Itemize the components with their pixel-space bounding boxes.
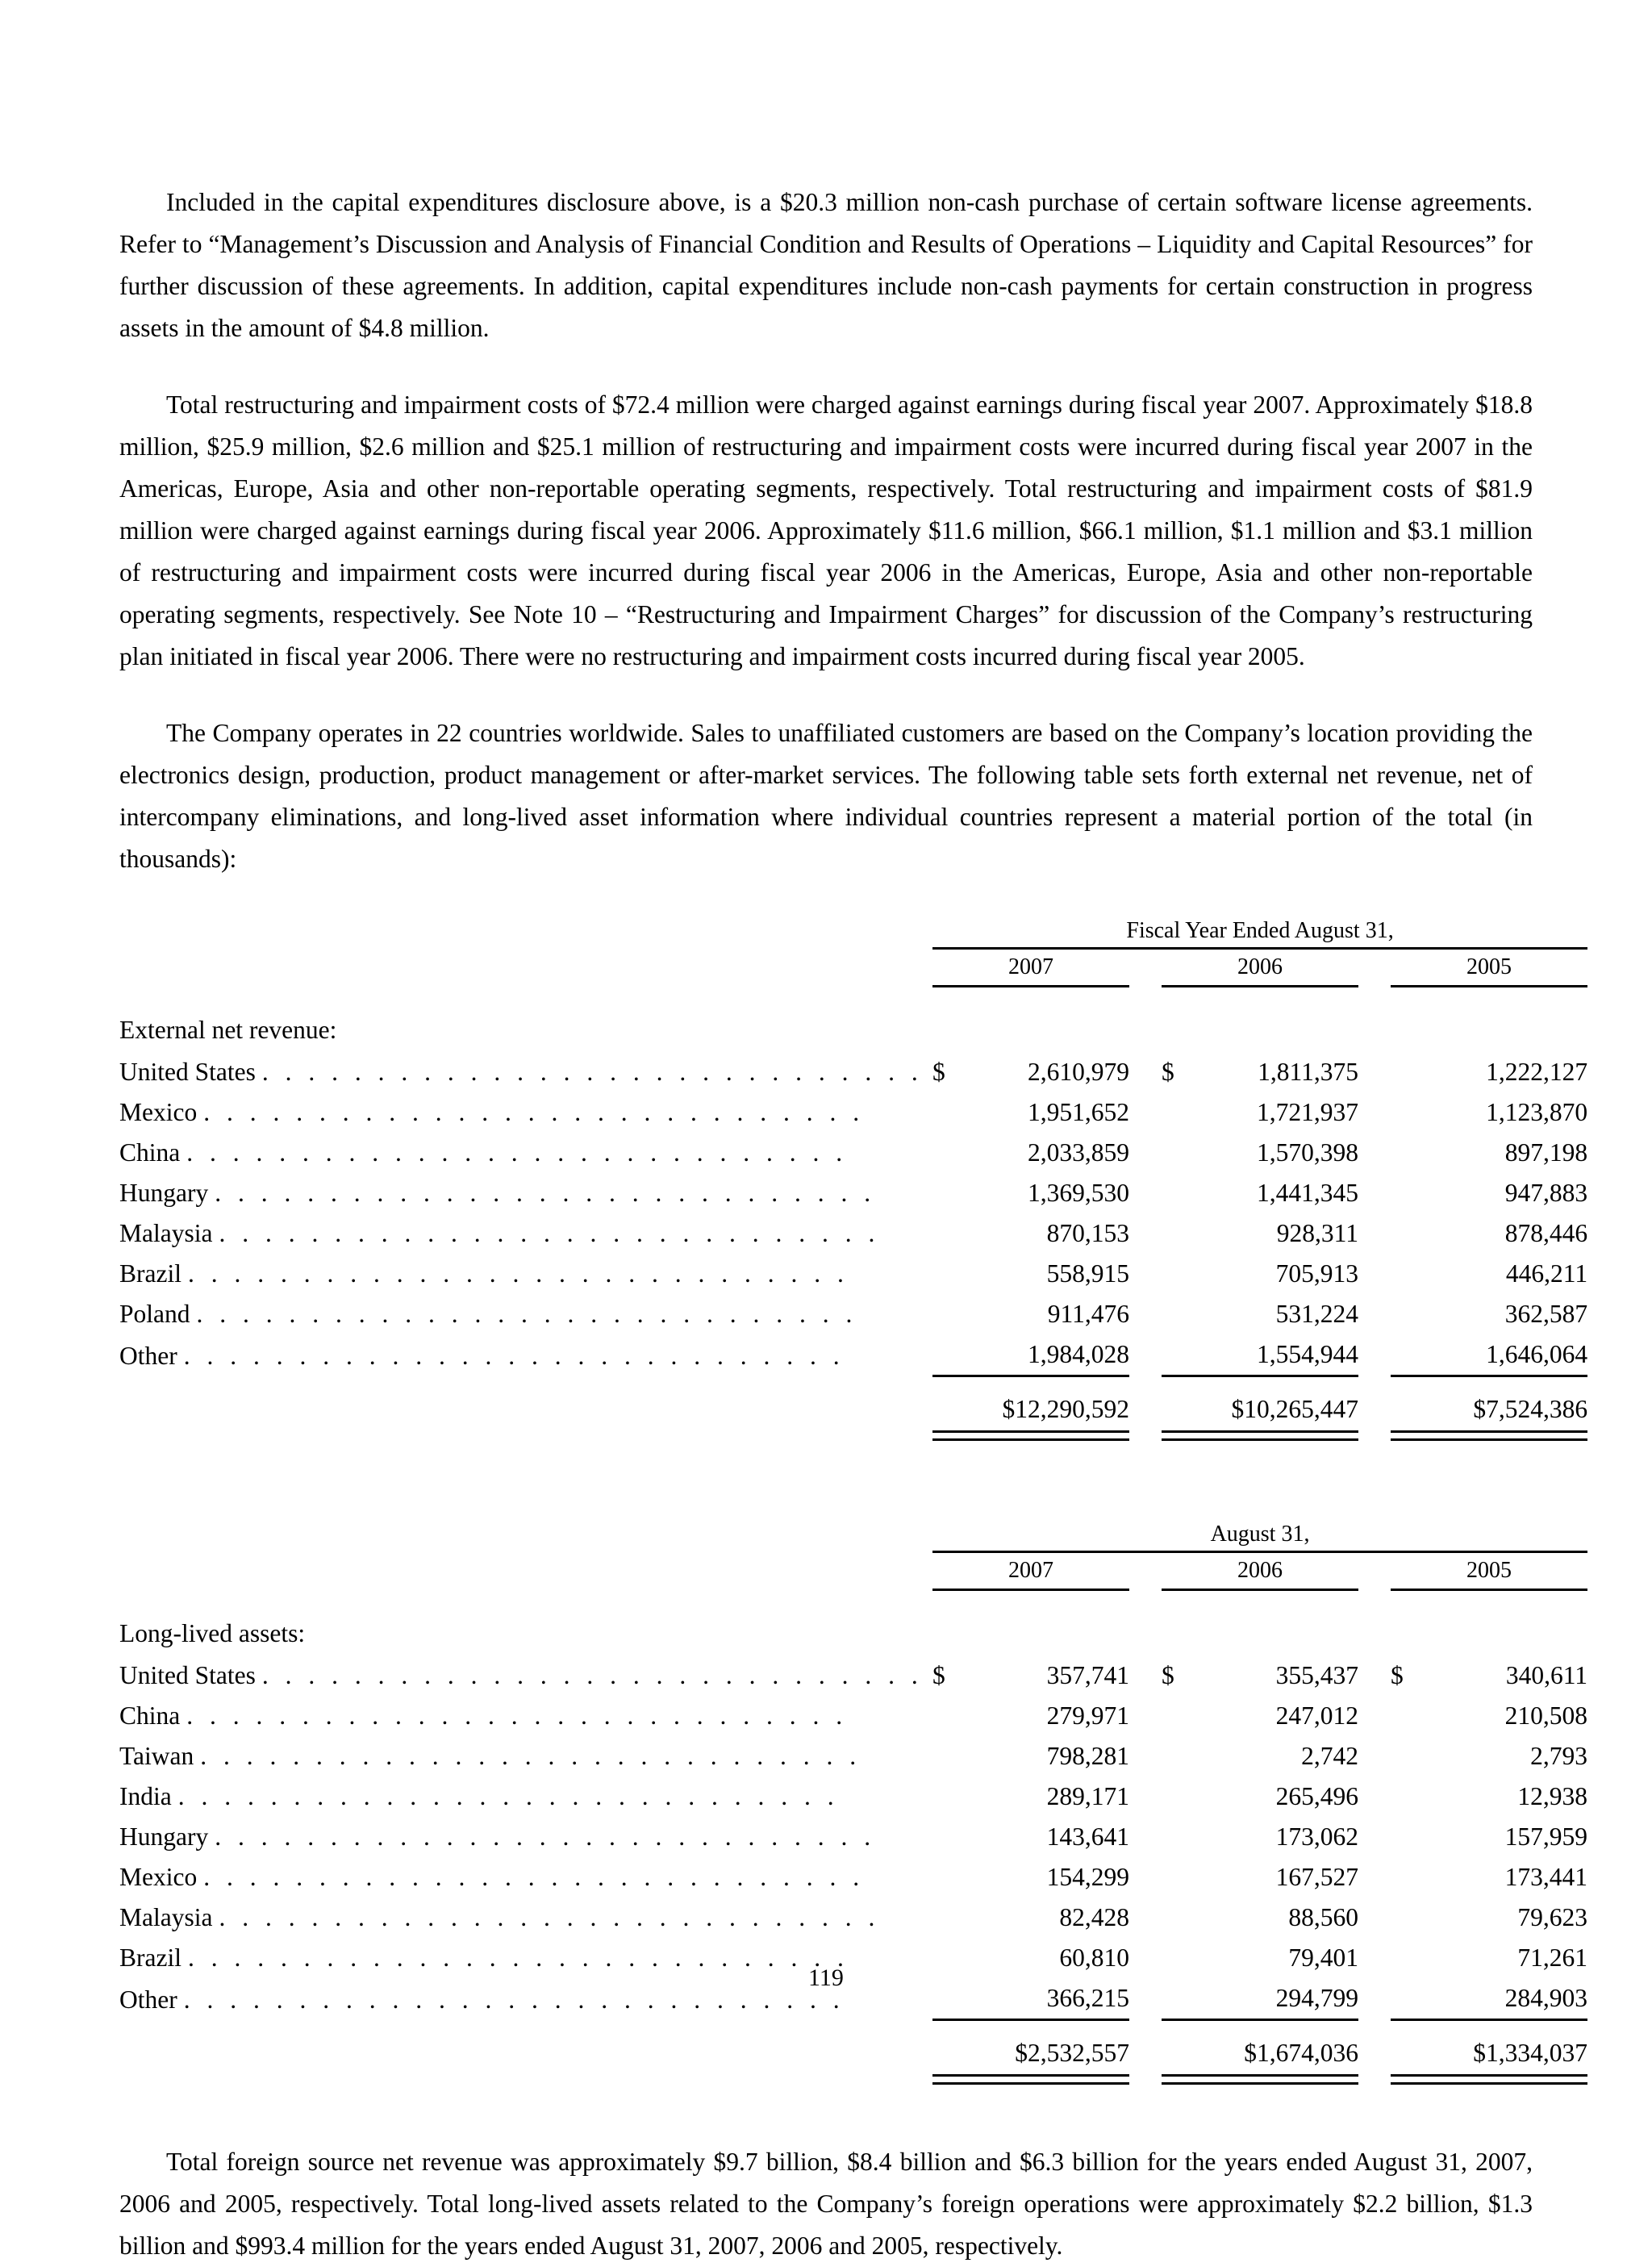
spacer-cell (916, 1133, 932, 1173)
spacer-cell (1358, 2076, 1391, 2084)
section-header-row (119, 1612, 1587, 1655)
row-label-text: United States (119, 1661, 256, 1689)
spacer-cell (1129, 1898, 1162, 1938)
value-2006: 265,496 (1275, 1782, 1358, 1810)
spacer-cell (1129, 1655, 1162, 1696)
currency-symbol-2007 (932, 1817, 966, 1857)
currency-symbol-2007 (932, 1857, 966, 1898)
currency-symbol-2006 (1162, 1294, 1195, 1334)
row-label-cell (119, 1334, 916, 1376)
currency-symbol-2007 (932, 1898, 966, 1938)
spacer-cell (1129, 1254, 1162, 1294)
row-label-cell (119, 1052, 924, 1092)
spacer-cell (1129, 1817, 1162, 1857)
value-2006: 294,799 (1275, 1984, 1358, 2012)
spacer-cell (1358, 1552, 1391, 1589)
value-2006: 531,224 (1275, 1300, 1358, 1328)
spacer-cell (1358, 1213, 1391, 1254)
spacer-cell (119, 915, 916, 947)
spacer-cell (916, 2031, 932, 2076)
row-label-text: Hungary (119, 1822, 209, 1851)
value-2005-text: 1,222,127 (1486, 1058, 1588, 1086)
total-rule-top-2007 (932, 1376, 1129, 1388)
currency-symbol-2006 (1162, 1857, 1195, 1898)
dot-leader: . . . . . . . . . . . . . . . . . . . . . . . . . . . . . (219, 1903, 880, 1931)
currency-symbol-2006 (1162, 1254, 1195, 1294)
long-lived-assets-table (119, 1518, 1587, 2085)
value-2007: 1,369,530 (1028, 1179, 1129, 1207)
row-label-text: Malaysia (119, 1219, 213, 1247)
currency-symbol-2007 (932, 1254, 966, 1294)
currency-symbol-2005 (1391, 1776, 1425, 1817)
spacer-cell (916, 1776, 932, 1817)
spacer-cell (916, 915, 932, 947)
total-row (119, 1387, 1587, 1432)
currency-symbol-2005 (1391, 1334, 1425, 1376)
total-double-rule-row (119, 2076, 1587, 2084)
spacer-cell (1358, 2031, 1391, 2076)
total-value-2007: $12,290,592 (1002, 1395, 1129, 1423)
value-2007: 366,215 (1046, 1984, 1129, 2012)
row-label-text: Poland (119, 1300, 190, 1328)
total-rule-double-2005 (1391, 1432, 1587, 1440)
row-label-cell (119, 1092, 916, 1133)
spacer-cell (119, 1432, 916, 1440)
spacer-cell (1358, 1294, 1391, 1334)
spacer-cell (916, 2076, 932, 2084)
currency-symbol-2006 (1162, 1736, 1195, 1776)
value-2007: 2,610,979 (1028, 1058, 1129, 1086)
spacer-cell (1129, 1696, 1162, 1736)
currency-symbol-2007 (932, 1092, 966, 1133)
value-2005: 157,959 (1504, 1822, 1588, 1851)
header-spacer-row (119, 1590, 1587, 1613)
spacer-cell (1129, 1213, 1162, 1254)
row-label-cell (119, 1736, 916, 1776)
value-2006: 1,721,937 (1257, 1098, 1358, 1126)
total-rule-double-2006 (1162, 2076, 1358, 2084)
spacer-cell (1129, 1432, 1162, 1440)
value-2007: 2,033,859 (1028, 1138, 1129, 1167)
subtotal-rule-row (119, 2020, 1587, 2031)
total-rule-double-2005 (1391, 2076, 1587, 2084)
spacer-cell (1129, 1857, 1162, 1898)
table-row (119, 1294, 1587, 1334)
dot-leader: . . . . . . . . . . . . . . . . . . . . . . . . . . . . . (196, 1300, 857, 1328)
paragraph-segment-intro: The Company operates in 22 countries worldwide. Sales to unaffiliated customers are based on the Company’s location providing the electronics design, production, product management or after-market services. The following table sets forth external net revenue, net of intercompany eliminations, and long-lived asset information where individual countries represent a material portion of the total (in thousands): (119, 719, 1533, 873)
table-row (119, 1213, 1587, 1254)
total-value-2007: $2,532,557 (1015, 2039, 1129, 2067)
paragraph-capital-expenditures: Included in the capital expenditures disclosure above, is a $20.3 million non-cash purchase of certain software license agreements. Refer to “Management’s Discussion and Analysis of Financial Condition and Results of Operations – Liquidity and Capital Resources” for further discussion of these agreements. In addition, capital expenditures include non-cash payments for certain construction in progress assets in the amount of $4.8 million. (119, 188, 1533, 342)
row-label-text: Brazil (119, 1943, 181, 1972)
subtotal-rule-row (119, 1376, 1587, 1388)
dot-leader: . . . . . . . . . . . . . . . . . . . . . . . . . . . . . (177, 1782, 840, 1810)
table-row (119, 1133, 1587, 1173)
spacer-cell (119, 2031, 916, 2076)
year-header-2007: 2007 (1008, 1558, 1053, 1583)
row-label-cell (119, 1254, 916, 1294)
table-row (119, 1334, 1587, 1376)
currency-symbol-2007 (932, 1334, 966, 1376)
table-row (119, 1736, 1587, 1776)
table-row (119, 1857, 1587, 1898)
spacer-cell (1358, 1334, 1391, 1376)
currency-symbol-2005 (1391, 1817, 1425, 1857)
row-label-text: Brazil (119, 1259, 181, 1288)
currency-symbol-2007 (932, 1213, 966, 1254)
currency-symbol-2005 (1391, 1254, 1425, 1294)
value-2005: 71,261 (1517, 1943, 1588, 1972)
spacer-cell (1129, 1133, 1162, 1173)
row-label-text: Malaysia (119, 1903, 213, 1931)
spacer-cell (916, 1736, 932, 1776)
value-2005: 173,441 (1504, 1863, 1588, 1891)
section-title-long-lived-assets: Long-lived assets: (119, 1619, 306, 1647)
spacer-cell (119, 2020, 916, 2031)
spacer-cell (1358, 1092, 1391, 1133)
spacer-cell (916, 1432, 932, 1440)
value-2006: 705,913 (1275, 1259, 1358, 1288)
row-label-text: Hungary (119, 1179, 209, 1207)
table-row (119, 1898, 1587, 1938)
spacer-cell (916, 1294, 932, 1334)
page-content (119, 182, 1588, 2267)
currency-symbol-2007 (932, 1294, 966, 1334)
value-2006: 1,554,944 (1257, 1340, 1358, 1368)
value-2007: 154,299 (1046, 1863, 1129, 1891)
row-label-cell (119, 1655, 924, 1696)
row-label-cell (119, 1857, 916, 1898)
value-2006: 1,570,398 (1257, 1138, 1358, 1167)
spacer-cell (1129, 2076, 1162, 2084)
spacer-cell (1129, 2020, 1162, 2031)
value-2007: 143,641 (1046, 1822, 1129, 1851)
row-label-cell (119, 1294, 916, 1334)
value-2005: 12,938 (1517, 1782, 1588, 1810)
spacer-cell (916, 1213, 932, 1254)
row-label-cell (119, 1817, 916, 1857)
value-2007: 798,281 (1046, 1742, 1129, 1770)
currency-symbol-2005 (1391, 1857, 1425, 1898)
row-label-text: Mexico (119, 1863, 198, 1891)
currency-symbol-2006 (1162, 1133, 1195, 1173)
total-value-2005: $7,524,386 (1473, 1395, 1588, 1423)
currency-symbol-2007: $ (932, 1661, 945, 1689)
row-label-text: Other (119, 1341, 177, 1370)
spacer-cell (1358, 1736, 1391, 1776)
spacer-cell (916, 1387, 932, 1432)
spacer-cell (916, 1518, 932, 1551)
value-2005: 947,883 (1504, 1179, 1588, 1207)
currency-symbol-2006 (1162, 1776, 1195, 1817)
value-2007: 1,984,028 (1028, 1340, 1129, 1368)
row-label-cell (119, 1696, 916, 1736)
spacer-cell (1129, 1736, 1162, 1776)
value-2006: 167,527 (1275, 1863, 1358, 1891)
header-spacer-row (119, 987, 1587, 1009)
value-2005: 878,446 (1504, 1219, 1588, 1247)
post-table-gap (119, 2085, 1533, 2141)
paragraph-foreign-source-revenue: Total foreign source net revenue was approximately $9.7 billion, $8.4 billion and $6.3 billion for the years ended August 31, 2007, 2006 and 2005, respectively. Total long-lived assets related to the Company’s foreign operations were approximately $2.2 billion, $1.3 billion and $993.4 million for the years ended August 31, 2007, 2006 and 2005, respectively. (119, 2148, 1533, 2260)
dot-leader: . . . . . . . . . . . . . . . . . . . . . . . . . . . . . (183, 1985, 845, 2014)
spacer-cell (916, 1817, 932, 1857)
spacer-cell (1129, 1092, 1162, 1133)
spacer-cell (1129, 1376, 1162, 1388)
total-rule-top-2006 (1162, 2020, 1358, 2031)
row-label-cell (119, 1213, 916, 1254)
currency-symbol-2007 (932, 1736, 966, 1776)
value-2007: 911,476 (1047, 1300, 1129, 1328)
value-2006: 1,441,345 (1257, 1179, 1358, 1207)
table-separator-gap (119, 1441, 1533, 1518)
spacer-cell (119, 1552, 916, 1589)
dot-leader: . . . . . . . . . . . . . . . . . . . . . . . . . . . . . (186, 1701, 848, 1730)
spacer-cell (119, 2076, 916, 2084)
spacer-cell (1129, 1052, 1162, 1092)
total-row (119, 2031, 1587, 2076)
table-row (119, 1696, 1587, 1736)
currency-symbol-2005 (1391, 1294, 1425, 1334)
value-2006: 2,742 (1301, 1742, 1358, 1770)
value-2005: 284,903 (1504, 1984, 1588, 2012)
currency-symbol-2005: $ (1391, 1661, 1404, 1689)
value-2005: 897,198 (1504, 1138, 1588, 1167)
value-2005: 362,587 (1504, 1300, 1588, 1328)
spacer-cell (916, 1898, 932, 1938)
currency-symbol-2007: $ (932, 1058, 945, 1086)
spacer-cell (1358, 1696, 1391, 1736)
value-2006: 928,311 (1276, 1219, 1358, 1247)
spacer-cell (916, 1376, 932, 1388)
value-2005: 1,123,870 (1486, 1098, 1588, 1126)
total-value-2006: $10,265,447 (1231, 1395, 1358, 1423)
spacer-cell (1358, 1817, 1391, 1857)
year-header-2007: 2007 (1008, 954, 1053, 979)
section-header-row (119, 1008, 1587, 1052)
spacer-cell (119, 1387, 916, 1432)
total-rule-top-2005 (1391, 2020, 1587, 2031)
value-2006: 173,062 (1275, 1822, 1358, 1851)
year-header-2005: 2005 (1466, 1558, 1512, 1583)
spacer-cell (1129, 949, 1162, 986)
table-row (119, 1173, 1587, 1213)
spacer-cell (1358, 949, 1391, 986)
value-2007: 558,915 (1046, 1259, 1129, 1288)
currency-symbol-2005 (1391, 1173, 1425, 1213)
row-label-cell (119, 1173, 916, 1213)
total-rule-top-2007 (932, 2020, 1129, 2031)
spacer-cell (916, 1857, 932, 1898)
row-label-text: United States (119, 1058, 256, 1086)
dot-leader: . . . . . . . . . . . . . . . . . . . . . . . . . . . . . (215, 1179, 876, 1207)
page-number: 119 (808, 1964, 844, 1991)
spacer-cell (1129, 2031, 1162, 2076)
value-2007: 279,971 (1046, 1701, 1129, 1730)
dot-leader: . . . . . . . . . . . . . . . . . . . . . . . . . . . . . (187, 1943, 849, 1972)
spacer-cell (1358, 1898, 1391, 1938)
currency-symbol-2005 (1391, 1133, 1425, 1173)
spacer-cell (1358, 1254, 1391, 1294)
row-label-text: India (119, 1782, 172, 1810)
spacer-cell (119, 1590, 1587, 1613)
table-year-header-row (119, 1552, 1587, 1589)
row-label-text: Taiwan (119, 1742, 194, 1770)
row-label-text: China (119, 1138, 181, 1167)
total-rule-double-2007 (932, 1432, 1129, 1440)
value-2005: 2,793 (1530, 1742, 1588, 1770)
dot-leader: . . . . . . . . . . . . . . . . . . . . . . . . . . . . . (186, 1138, 848, 1167)
external-net-revenue-table (119, 915, 1587, 1441)
value-2006: 88,560 (1288, 1903, 1358, 1931)
spacer-cell (1358, 1655, 1391, 1696)
spacer-cell (1358, 1857, 1391, 1898)
value-2007: 289,171 (1046, 1782, 1129, 1810)
spacer-cell (1129, 1294, 1162, 1334)
value-2005: 446,211 (1505, 1259, 1588, 1288)
currency-symbol-2005 (1391, 1696, 1425, 1736)
spacer-cell (916, 949, 932, 986)
currency-symbol-2005 (1391, 1736, 1425, 1776)
section-title-external-net-revenue: External net revenue: (119, 1016, 337, 1044)
total-rule-top-2006 (1162, 1376, 1358, 1388)
table-row (119, 1254, 1587, 1294)
spacer-cell (916, 1334, 932, 1376)
table-period-caption-row (119, 915, 1587, 947)
value-2007: 82,428 (1059, 1903, 1129, 1931)
row-label-cell (119, 1898, 916, 1938)
table-period-caption-row (119, 1518, 1587, 1551)
dot-leader: . . . . . . . . . . . . . . . . . . . . . . . . . . . . . (203, 1098, 865, 1126)
currency-symbol-2005 (1391, 1092, 1425, 1133)
dot-leader: . . . . . . . . . . . . . . . . . . . . . . . . . . . . . (261, 1661, 924, 1689)
currency-symbol-2006: $ (1162, 1058, 1174, 1086)
spacer-cell (1129, 1552, 1162, 1589)
row-label-text: Mexico (119, 1098, 198, 1126)
spacer-cell (1129, 1173, 1162, 1213)
value-2007: 357,741 (1046, 1661, 1129, 1689)
row-label-cell (119, 1133, 916, 1173)
value-2006: 79,401 (1288, 1943, 1358, 1972)
currency-symbol-2007 (932, 1696, 966, 1736)
spacer-cell (1358, 1432, 1391, 1440)
value-2007: 870,153 (1046, 1219, 1129, 1247)
period-caption-revenue: Fiscal Year Ended August 31, (1126, 918, 1394, 943)
spacer-cell (1129, 1334, 1162, 1376)
dot-leader: . . . . . . . . . . . . . . . . . . . . . . . . . . . . . (261, 1058, 924, 1086)
currency-symbol-2006 (1162, 1092, 1195, 1133)
row-label-cell (119, 1776, 916, 1817)
paragraph-restructuring-costs: Total restructuring and impairment costs of $72.4 million were charged against earnings during fiscal year 2007. Approximately $18.8 million, $25.9 million, $2.6 million and $25.1 million of restructuring and impairment costs were incurred during fiscal year 2007 in the Americas, Europe, Asia and other non-reportable operating segments, respectively. Total restructuring and impairment costs of $81.9 million were charged against earnings during fiscal year 2006. Approximately $11.6 million, $66.1 million, $1.1 million and $3.1 million of restructuring and impairment costs were incurred during fiscal year 2006 in the Americas, Europe, Asia and other non-reportable operating segments, respectively. See Note 10 – “Restructuring and Impairment Charges” for discussion of the Company’s restructuring plan initiated in fiscal year 2006. There were no restructuring and impairment costs incurred during fiscal year 2005. (119, 390, 1533, 670)
table-row (119, 1776, 1587, 1817)
currency-symbol-2007 (932, 1133, 966, 1173)
spacer-cell (916, 1552, 932, 1589)
currency-symbol-2006 (1162, 1173, 1195, 1213)
spacer-cell (1358, 1052, 1391, 1092)
year-header-2006: 2006 (1237, 954, 1283, 979)
currency-symbol-2006 (1162, 1213, 1195, 1254)
value-2005: 79,623 (1517, 1903, 1588, 1931)
spacer-cell (1358, 1376, 1391, 1388)
value-2005 (1425, 1052, 1587, 1092)
value-2007: 1,951,652 (1028, 1098, 1129, 1126)
currency-symbol-2005 (1391, 1898, 1425, 1938)
table-row (119, 1092, 1587, 1133)
spacer-cell (119, 949, 916, 986)
dot-leader: . . . . . . . . . . . . . . . . . . . . . . . . . . . . . (183, 1341, 845, 1370)
value-2005: 210,508 (1504, 1701, 1588, 1730)
dot-leader: . . . . . . . . . . . . . . . . . . . . . . . . . . . . . (215, 1822, 876, 1851)
spacer-cell (1358, 1387, 1391, 1432)
spacer-cell (1358, 1133, 1391, 1173)
spacer-cell (916, 1173, 932, 1213)
total-rule-top-2005 (1391, 1376, 1587, 1388)
spacer-cell (1358, 1776, 1391, 1817)
table-row (119, 1052, 1587, 1092)
dot-leader: . . . . . . . . . . . . . . . . . . . . . . . . . . . . . (219, 1219, 880, 1247)
spacer-cell (119, 1518, 916, 1551)
spacer-cell (1358, 2020, 1391, 2031)
spacer-cell (916, 1696, 932, 1736)
currency-symbol-2006: $ (1162, 1661, 1174, 1689)
spacer-cell (916, 1092, 932, 1133)
row-label-text: Other (119, 1985, 177, 2014)
currency-symbol-2006 (1162, 1696, 1195, 1736)
currency-symbol-2006 (1162, 1817, 1195, 1857)
value-2006: 1,811,375 (1258, 1058, 1358, 1086)
table-row (119, 1655, 1587, 1696)
period-caption-assets: August 31, (1210, 1522, 1310, 1547)
spacer-cell (916, 2020, 932, 2031)
year-header-2005: 2005 (1466, 954, 1512, 979)
total-double-rule-row (119, 1432, 1587, 1440)
spacer-cell (1129, 1776, 1162, 1817)
value-2005: 1,646,064 (1486, 1340, 1588, 1368)
total-value-2005: $1,334,037 (1473, 2039, 1588, 2067)
currency-symbol-2005 (1391, 1213, 1425, 1254)
total-rule-double-2007 (932, 2076, 1129, 2084)
spacer-cell (119, 987, 1587, 1009)
dot-leader: . . . . . . . . . . . . . . . . . . . . . . . . . . . . . (203, 1863, 865, 1891)
table-year-header-row (119, 949, 1587, 986)
year-header-2006: 2006 (1237, 1558, 1283, 1583)
currency-symbol-2005 (1391, 1052, 1425, 1092)
spacer-cell (1129, 1387, 1162, 1432)
dot-leader: . . . . . . . . . . . . . . . . . . . . . . . . . . . . . (200, 1742, 861, 1770)
currency-symbol-2007 (932, 1173, 966, 1213)
value-2007: 60,810 (1059, 1943, 1129, 1972)
table-row (119, 1817, 1587, 1857)
value-2006: 355,437 (1275, 1661, 1358, 1689)
value-2005: 340,611 (1505, 1661, 1588, 1689)
spacer-cell (916, 1254, 932, 1294)
spacer-cell (119, 1376, 916, 1388)
dot-leader: . . . . . . . . . . . . . . . . . . . . . . . . . . . . . (187, 1259, 849, 1288)
spacer-cell (1358, 1173, 1391, 1213)
currency-symbol-2007 (932, 1776, 966, 1817)
row-label-text: China (119, 1701, 181, 1730)
value-2006: 247,012 (1275, 1701, 1358, 1730)
total-rule-double-2006 (1162, 1432, 1358, 1440)
total-value-2006: $1,674,036 (1244, 2039, 1358, 2067)
currency-symbol-2006 (1162, 1334, 1195, 1376)
currency-symbol-2006 (1162, 1898, 1195, 1938)
